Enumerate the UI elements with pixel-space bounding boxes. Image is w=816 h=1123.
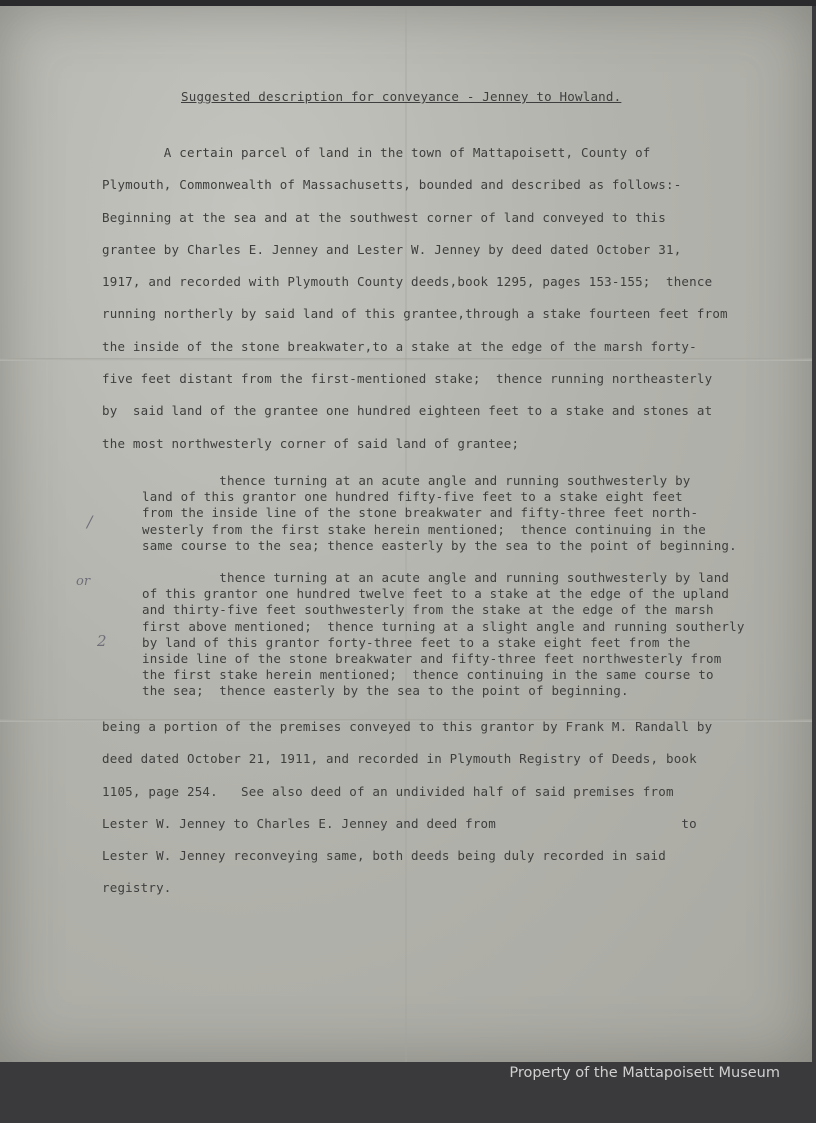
margin-number-2: 2	[97, 632, 107, 650]
museum-watermark: Property of the Mattapoisett Museum	[509, 1065, 780, 1081]
alternative-boundary-1: thence turning at an acute angle and running southwesterly by land of this grantor one hundred fifty-five feet to a stake eight feet from the inside line of the stone breakwater and fifty-three feet north- westerly from the first stake herein mentioned; thence continuing in the same course to the sea; thence easterly by the sea to the point of beginning.	[142, 473, 737, 553]
margin-scribble: or	[76, 574, 91, 589]
opening-paragraph: A certain parcel of land in the town of Mattapoisett, County of Plymouth, Commonwealth of Massachusetts, bounded and described as follows:- Beginning at the sea and at the southwest corner of land conveyed to this grantee by Charles E. Jenney and Lester W. Jenney by deed dated October 31, 1917, and recorded with Plymouth County deeds,book 1295, pages 153-155; thence running northerly by said land of this grantee,through a stake fourteen feet from the inside of the stone breakwater,to a stake at the edge of the marsh forty- five feet distant from the first-mentioned stake; thence running northeasterly by said land of the grantee one hundred eighteen feet to a stake and stones at the most northwesterly corner of said land of grantee;	[102, 145, 728, 451]
closing-paragraph: being a portion of the premises conveyed to this grantor by Frank M. Randall by deed dated October 21, 1911, and recorded in Plymouth Registry of Deeds, book 1105, page 254. See also deed of an undivided half of said premises from Lester W. Jenney to Charles E. Jenney and deed from to Lester W. Jenney reconveying same, both deeds being duly recorded in said registry.	[102, 719, 713, 896]
margin-number-1: /	[87, 512, 93, 531]
document-title: Suggested description for conveyance - Jenney to Howland.	[181, 89, 622, 104]
alternative-boundary-2: thence turning at an acute angle and running southwesterly by land of this grantor one hundred twelve feet to a stake at the edge of the upland and thirty-five feet southwesterly from the stake at the edge of the marsh first above mentioned; thence turning at a slight angle and running southerly by land of this grantor forty-three feet to a stake eight feet from the inside line of the stone breakwater and fifty-three feet northwesterly from the first stake herein mentioned; thence continuing in the same course to the sea; thence easterly by the sea to the point of beginning.	[142, 570, 745, 699]
